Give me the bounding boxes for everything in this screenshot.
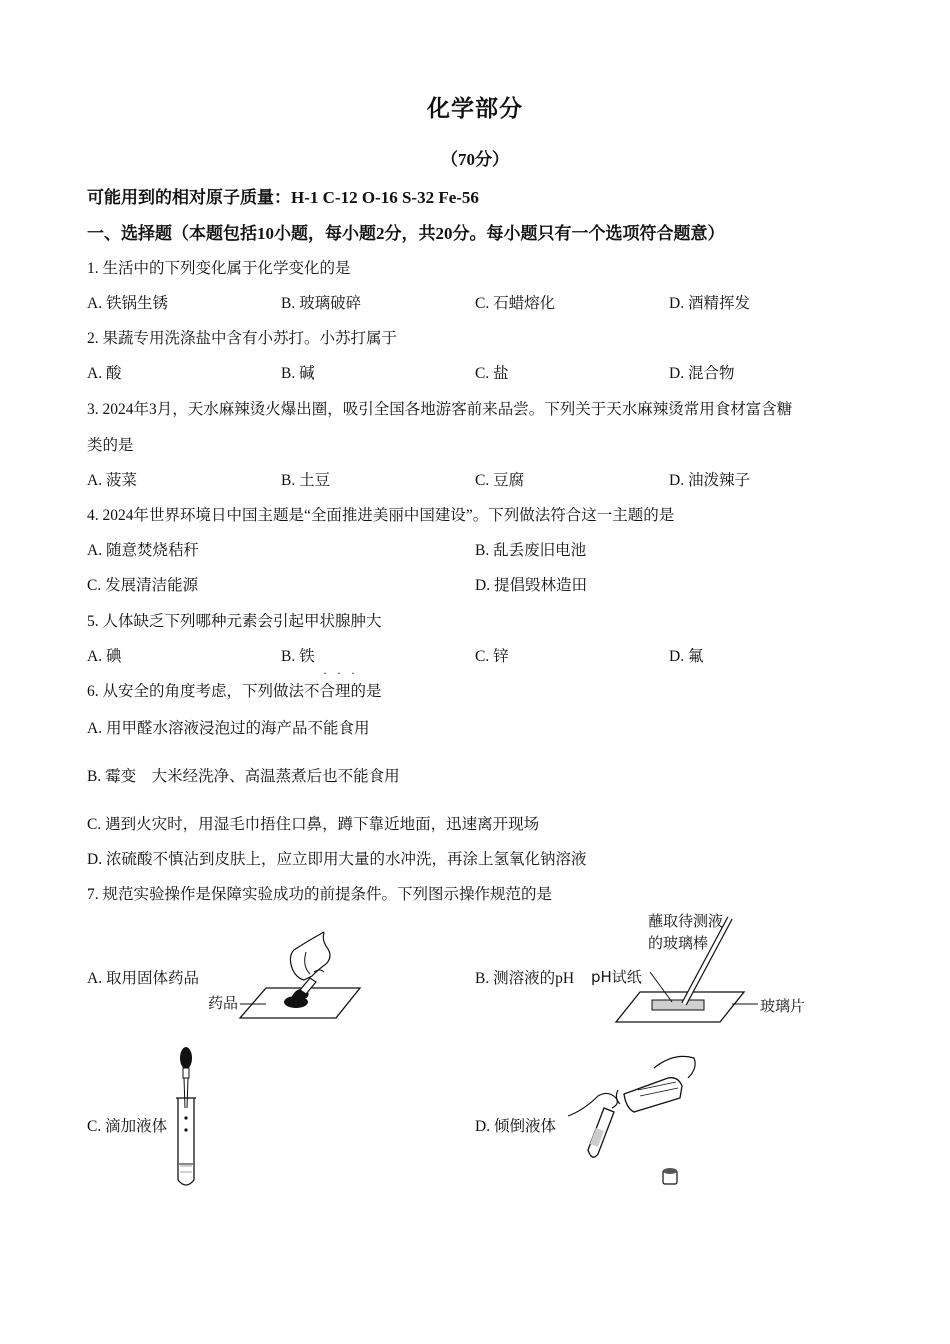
solid-reagent-figure <box>236 928 366 1020</box>
q3-option-b[interactable]: B. 土豆 <box>281 472 331 489</box>
q1-option-b[interactable]: B. 玻璃破碎 <box>281 295 362 312</box>
q6-option-c[interactable]: C. 遇到火灾时，用湿毛巾捂住口鼻，蹲下靠近地面，迅速离开现场 <box>87 816 540 833</box>
question-1-stem: 1. 生活中的下列变化属于化学变化的是 <box>87 260 351 277</box>
q1-option-c[interactable]: C. 石蜡熔化 <box>475 295 556 312</box>
q2-option-d[interactable]: D. 混合物 <box>669 365 735 382</box>
ph-test-figure <box>612 912 762 1027</box>
q5-option-c[interactable]: C. 锌 <box>475 648 509 665</box>
dropping-liquid-figure <box>168 1046 208 1190</box>
q6-option-d[interactable]: D. 浓硫酸不慎沾到皮肤上，应立即用大量的水冲洗，再涂上氢氧化钠溶液 <box>87 851 587 868</box>
pouring-liquid-figure <box>568 1054 700 1188</box>
question-4-stem: 4. 2024年世界环境日中国主题是“全面推进美丽中国建设”。下列做法符合这一主题的是 <box>87 507 675 524</box>
q4-option-b[interactable]: B. 乱丢废旧电池 <box>475 542 587 559</box>
q1-option-a[interactable]: A. 铁锅生锈 <box>87 295 168 312</box>
q4-option-a[interactable]: A. 随意焚烧秸秆 <box>87 542 199 559</box>
question-6-stem: 6. 从安全的角度考虑，下列做法不合理的是 <box>87 683 382 700</box>
q3-option-a[interactable]: A. 菠菜 <box>87 472 137 489</box>
q7-option-d[interactable]: D. 倾倒液体 <box>475 1118 556 1135</box>
question-2-stem: 2. 果蔬专用洗涤盐中含有小苏打。小苏打属于 <box>87 330 398 347</box>
ph-paper-label: pH试纸 <box>591 968 642 986</box>
q6-option-b[interactable]: B. 霉变 大米经洗净、高温蒸煮后也不能食用 <box>87 768 400 785</box>
glass-rod-label-line1: 蘸取待测液 <box>648 912 724 930</box>
score-subtitle: （70分） <box>441 150 509 169</box>
question-3-stem-line2: 类的是 <box>87 437 134 454</box>
q3-option-d[interactable]: D. 油泼辣子 <box>669 472 750 489</box>
q7-option-a[interactable]: A. 取用固体药品 <box>87 970 199 987</box>
q1-option-d[interactable]: D. 酒精挥发 <box>669 295 750 312</box>
q5-option-d[interactable]: D. 氟 <box>669 648 704 665</box>
reagent-label: 药品 <box>208 994 239 1012</box>
page-title: 化学部分 <box>427 96 523 121</box>
q6-option-a[interactable]: A. 用甲醛水溶液浸泡过的海产品不能食用 <box>87 720 370 737</box>
q2-option-c[interactable]: C. 盐 <box>475 365 509 382</box>
question-3-stem-line1: 3. 2024年3月，天水麻辣烫火爆出圈，吸引全国各地游客前来品尝。下列关于天水麻辣烫常用食材富含糖 <box>87 401 793 418</box>
atomic-masses: 可能用到的相对原子质量：H-1 C-12 O-16 S-32 Fe-56 <box>87 188 479 207</box>
q2-option-b[interactable]: B. 碱 <box>281 365 315 382</box>
glass-slide-label: 玻璃片 <box>760 997 806 1015</box>
q7-option-b[interactable]: B. 测溶液的pH <box>475 970 575 987</box>
q3-option-c[interactable]: C. 豆腐 <box>475 472 525 489</box>
q5-option-a[interactable]: A. 碘 <box>87 648 122 665</box>
section-heading: 一、选择题（本题包括10小题，每小题2分，共20分。每小题只有一个选项符合题意） <box>87 224 725 243</box>
q4-option-c[interactable]: C. 发展清洁能源 <box>87 577 199 594</box>
question-7-stem: 7. 规范实验操作是保障实验成功的前提条件。下列图示操作规范的是 <box>87 886 553 903</box>
q4-option-d[interactable]: D. 提倡毁林造田 <box>475 577 587 594</box>
q5-option-b[interactable]: B. 铁 <box>281 648 315 665</box>
emphasis-dots: ··· <box>323 666 365 680</box>
glass-rod-label-line2: 的玻璃棒 <box>648 934 709 952</box>
q2-option-a[interactable]: A. 酸 <box>87 365 122 382</box>
q7-option-c[interactable]: C. 滴加液体 <box>87 1118 168 1135</box>
question-5-stem: 5. 人体缺乏下列哪种元素会引起甲状腺肿大 <box>87 613 382 630</box>
